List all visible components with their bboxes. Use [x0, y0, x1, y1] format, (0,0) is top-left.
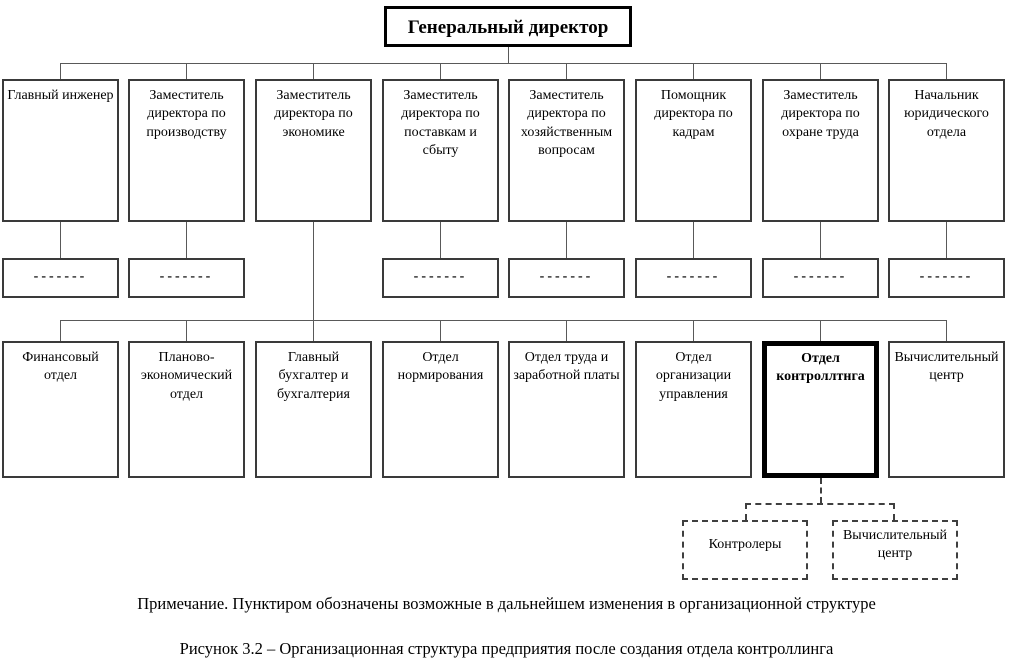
connector-stub: [946, 222, 947, 258]
org-box-label: Заместитель директора по поставкам и сбыту: [401, 88, 480, 159]
connector-root-drop: [508, 47, 509, 63]
figure-caption: Рисунок 3.2 – Организационная структура предприятия после создания отдела контроллинга: [179, 639, 834, 658]
level3-box-finance-dept: [2, 341, 119, 478]
org-box-label: Помощник директора по кадрам: [654, 88, 733, 140]
planned-box-computing-center: [832, 520, 958, 580]
org-box-label: Заместитель директора по охране труда: [781, 88, 860, 140]
level2-box-assistant-hr: [635, 79, 752, 222]
connector-planned-stub: [745, 503, 747, 520]
level2-box-deputy-supply-sales: [382, 79, 499, 222]
org-box-label: Главный бухгалтер и бухгалтерия: [277, 350, 350, 402]
connector-stub: [186, 222, 187, 258]
connector-stub: [820, 320, 821, 341]
dash-label: -------: [793, 269, 848, 284]
dash-box: [508, 258, 625, 298]
org-box-label: Заместитель директора по производству: [146, 88, 227, 140]
connector-level2-rail: [60, 63, 946, 64]
org-box-label: Отдел контроллтнга: [776, 351, 865, 385]
level3-box-labor-wages-dept: [508, 341, 625, 478]
connector-stub: [946, 320, 947, 341]
dash-box: [2, 258, 119, 298]
connector-stub: [186, 320, 187, 341]
connector-stub: [186, 63, 187, 79]
connector-stub: [313, 320, 314, 341]
dash-label: -------: [539, 269, 594, 284]
level2-box-head-legal: [888, 79, 1005, 222]
dash-box: [762, 258, 879, 298]
org-box-label: Отдел организации управления: [655, 350, 732, 402]
dash-label: -------: [413, 269, 468, 284]
connector-stub: [693, 320, 694, 341]
org-box-label: Начальник юридического отдела: [904, 88, 989, 140]
connector-stub: [566, 63, 567, 79]
connector-planned-stub: [893, 503, 895, 520]
dash-label: -------: [33, 269, 88, 284]
level2-box-deputy-labor-safety: [762, 79, 879, 222]
level2-box-deputy-household: [508, 79, 625, 222]
level2-box-chief-engineer: [2, 79, 119, 222]
connector-stub: [60, 320, 61, 341]
org-box-label: Вычислительный центр: [894, 350, 999, 384]
org-box-label: Заместитель директора по хозяйственным вопросам: [520, 88, 613, 159]
connector-stub: [440, 320, 441, 341]
connector-planned-drop: [820, 478, 822, 503]
dash-label: -------: [666, 269, 721, 284]
org-box-label: Планово-экономический отдел: [140, 350, 233, 402]
level3-box-management-organization-dept: [635, 341, 752, 478]
dash-box: [635, 258, 752, 298]
connector-stub: [693, 63, 694, 79]
level3-box-rationing-dept: [382, 341, 499, 478]
connector-stub: [440, 63, 441, 79]
dash-box: [382, 258, 499, 298]
org-box-label: Генеральный директор: [407, 17, 609, 38]
level3-box-chief-accountant: [255, 341, 372, 478]
planned-box-controllers: [682, 520, 808, 580]
level3-box-planning-economics-dept: [128, 341, 245, 478]
org-box-label: Отдел труда и заработной платы: [513, 350, 620, 384]
level3-box-controlling-dept: [762, 341, 879, 478]
connector-stub: [946, 63, 947, 79]
connector-stub: [60, 63, 61, 79]
dash-box: [128, 258, 245, 298]
connector-stub: [440, 222, 441, 258]
connector-level3-rail: [60, 320, 946, 321]
connector-planned-rail: [745, 503, 895, 505]
org-box-label: Заместитель директора по экономике: [274, 88, 353, 140]
connector-stub: [566, 320, 567, 341]
connector-stub: [820, 222, 821, 258]
dash-label: -------: [159, 269, 214, 284]
level2-box-deputy-economics: [255, 79, 372, 222]
dash-label: -------: [919, 269, 974, 284]
connector-stub: [313, 63, 314, 79]
connector-stub: [693, 222, 694, 258]
org-box-label: Главный инженер: [7, 88, 114, 103]
connector-stub: [820, 63, 821, 79]
org-box-label: Финансовый отдел: [22, 350, 99, 384]
org-box-label: Вычислительный центр: [842, 528, 948, 562]
dash-box: [888, 258, 1005, 298]
connector-economics-drop: [313, 222, 314, 320]
note-text: Примечание. Пунктиром обозначены возможные в дальнейшем изменения в организационной структуре: [137, 594, 876, 613]
org-box-label: Отдел нормирования: [397, 350, 484, 384]
level2-box-deputy-production: [128, 79, 245, 222]
connector-stub: [566, 222, 567, 258]
org-box-label: Контролеры: [708, 537, 782, 552]
connector-stub: [60, 222, 61, 258]
level3-box-computing-center: [888, 341, 1005, 478]
org-box-general-director: [384, 6, 632, 47]
